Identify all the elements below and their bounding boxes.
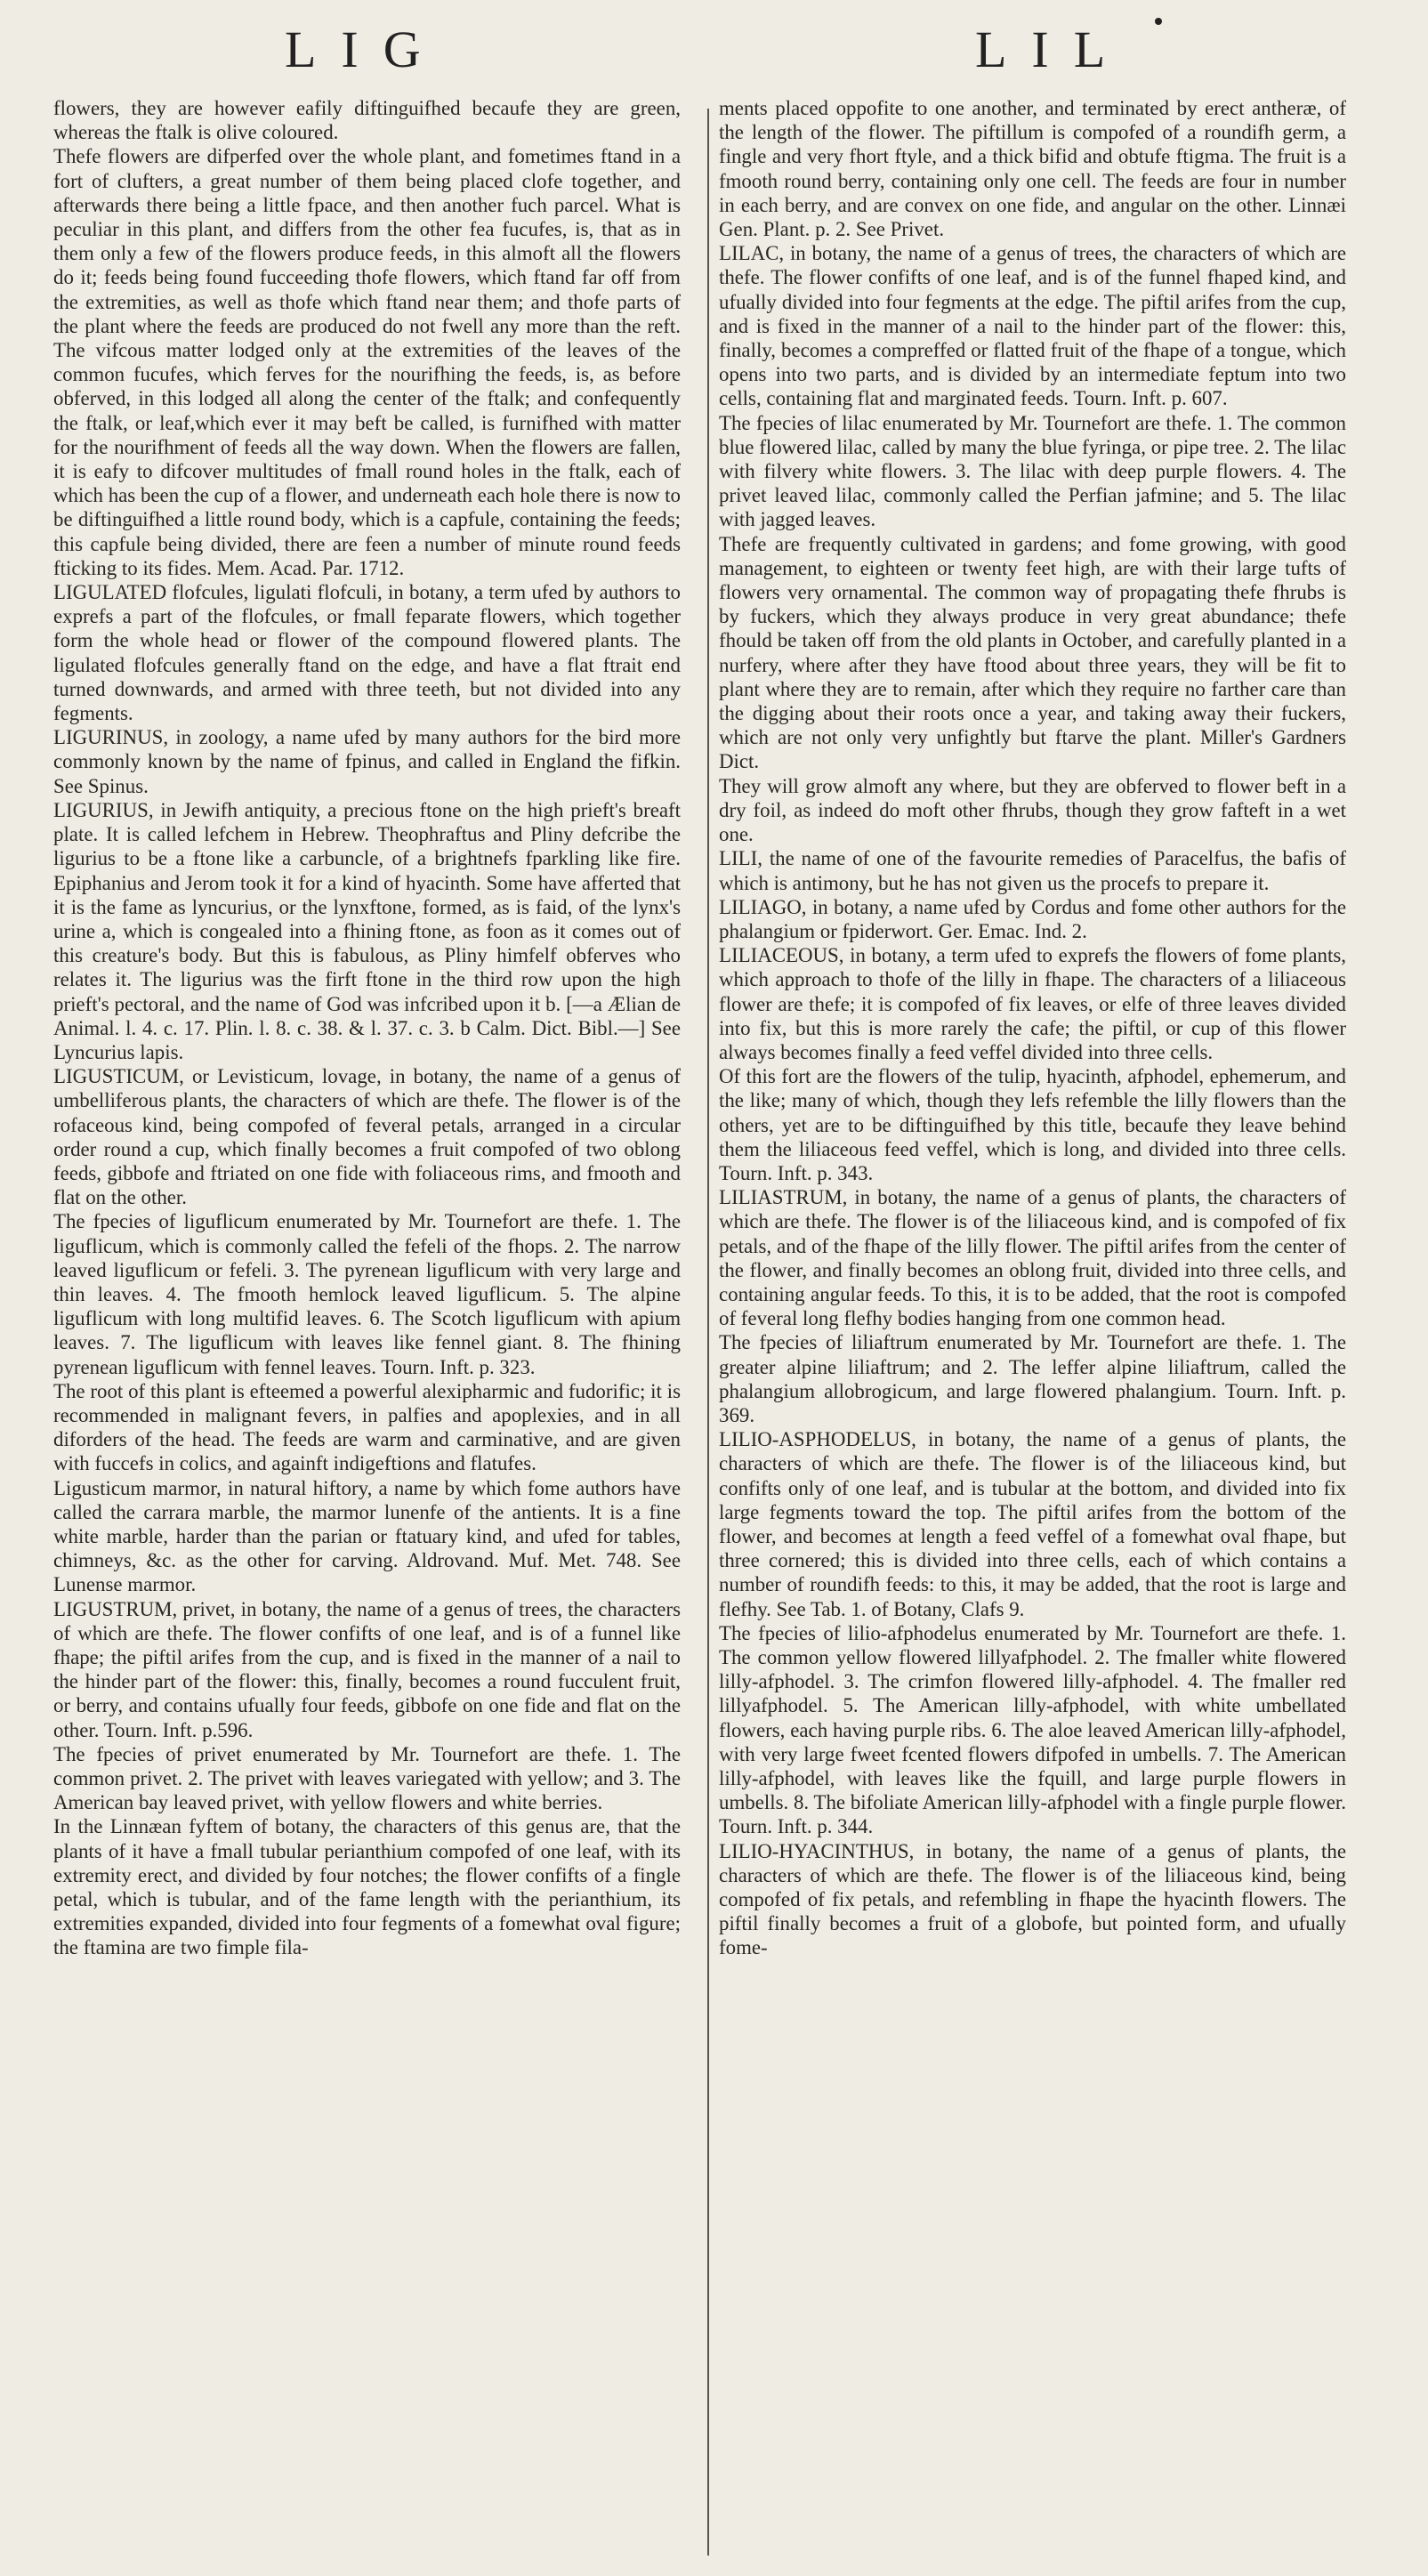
entry-ligusticum: LIGUSTICUM, or Levisticum, lovage, in botany, the name of a genus of umbelliferous plants, the characters of which are thefe. The flower is of the rofaceous kind, being compofed of feveral petals, arranged in a circular order round a cup, which finally becomes a fruit compofed of two oblong feeds, gibbofe and ftriated on one fide with foliaceous rims, and fmooth and flat on the other. [53,1065,681,1209]
entry-lilio-asphodelus: LILIO-ASPHODELUS, in botany, the name of a genus of plants, the characters of which are thefe. The flower is of the liliaceous kind, but confifts only of one leaf, and is tubular at the bottom, and divided into fix large fegments toward the top. The piftil arifes from the bottom of the flower, and becomes at length a feed veffel of a fomewhat oval fhape, but three cornered; this is divided into three cells, each of which contains a number of roundifh feeds: to this, it may be added, that the root is large and flefhy. See Tab. 1. of Botany, Clafs 9. [719,1428,1346,1620]
paragraph: The fpecies of liguflicum enumerated by Mr. Tournefort are thefe. 1. The liguflicum, which is commonly called the fefeli of the fhops. 2. The narrow leaved liguflicum or fefeli. 3. The pyrenean liguflicum with very large and thin leaves. 4. The fmooth hemlock leaved liguflicum. 5. The alpine liguflicum with long multifid leaves. 6. The Scotch liguflicum with apium leaves. 7. The liguflicum with leaves like fennel giant. 8. The fhining pyrenean liguflicum with fennel leaves. Tourn. Inft. p. 323. [53,1210,681,1378]
entry-liliaceous: LILIACEOUS, in botany, a term ufed to exprefs the flowers of fome plants, which approach to thofe of the lilly in fhape. The characters of a liliaceous flower are thefe; it is compofed of fix leaves, or elfe of three leaves divided into fix, but this is more rarely the cafe; the piftil, or cup of this flower always becomes finally a feed veffel divided into three cells. [719,944,1346,1063]
entry-lilio-hyacinthus: LILIO-HYACINTHUS, in botany, the name of a genus of plants, the characters of which are thefe. The flower is of the liliaceous kind, being compofed of fix petals, and refembling in fhape the hyacinth flowers. The piftil finally becomes a fruit of a globofe, but pointed form, and ufually fome- [719,1839,1346,1959]
header-dot [1155,18,1162,25]
entry-lilac: LILAC, in botany, the name of a genus of trees, the characters of which are thefe. The flower confifts of one leaf, and is of the funnel fhaped kind, and ufually divided into four fegments at the edge. The piftil arifes from the cup, and is fixed in the manner of a nail to the hinder part of the flower: this, finally, becomes a compreffed or flatted fruit of the fhape of a tongue, which opens into two parts, and is divided by an intermediate feptum into two cells, containing flat and marginated feeds. Tourn. Inft. p. 607. [719,242,1346,410]
entry-ligustrum: LIGUSTRUM, privet, in botany, the name of a genus of trees, the characters of which are thefe. The flower confifts of one leaf, and is of a funnel like fhape; the piftil arifes from the cup, and is fixed in the manner of a nail to the hinder part of the flower: this, finally, becomes a round fucculent fruit, or berry, and contains ufually four feeds, gibbofe on one fide and flat on the other. Tourn. Inft. p.596. [53,1597,681,1741]
paragraph: Of this fort are the flowers of the tulip, hyacinth, afphodel, ephemerum, and the like; many of which, though they lefs refemble the lilly flowers than the others, yet are to be diftinguifhed by this title, becaufe they leave behind them the liliaceous feed veffel, which is long, and divided into three cells. Tourn. Inft. p. 343. [719,1065,1346,1184]
paragraph: They will grow almoft any where, but they are obferved to flower beft in a dry foil, as indeed do moft other fhrubs, though they grow fafteft in a wet one. [719,774,1346,846]
entry-liliastrum: LILIASTRUM, in botany, the name of a genus of plants, the characters of which are thefe. The flower is of the liliaceous kind, and is compofed of fix petals, and of the fhape of the lilly flower. The piftil arifes from the center of the flower, and finally becomes an oblong fruit, divided into three cells, and containing angular feeds. To this, it is to be added, that the root is compofed of feveral long flefhy bodies hanging from one common head. [719,1186,1346,1330]
paragraph: Thefe flowers are difperfed over the whole plant, and fometimes ftand in a fort of clufters, a great number of them being placed clofe together, and afterwards there being a little fpace, and then another fuch parcel. What is peculiar in this plant, and differs from the other fea fucufes, is, that as in them only a few of the flowers produce feeds, in this almoft all the flowers do it; feeds being found fucceeding thofe flowers, which ftand far off from the extremities, as well as thofe which ftand near them; and thofe parts of the plant where the feeds are produced do not fwell any more than the reft. The vifcous matter lodged only at the extremities of the leaves of the common fucufes, which ferves for the nourifhing the feeds, is, as before obferved, in this lodged all along the center of the ftalk; and confequently the ftalk, or leaf,which ever it may beft be called, is furnifhed with matter for the nourifhment of feeds all the way down. When the flowers are fallen, it is eafy to difcover multitudes of fmall round holes in the ftalk, each of which has been the cup of a flower, and underneath each hole there is now to be diftinguifhed a little round body, which is a capfule, containing the feeds; this capfule being divided, there are feen a number of minute round feeds fticking to its fides. Mem. Acad. Par. 1712. [53,145,681,579]
running-head-left: LIG [285,20,446,78]
right-column [719,96,1346,1960]
entry-ligulated: LIGULATED flofcules, ligulati flofculi, in botany, a term ufed by authors to exprefs a part of the flofcules, or fmall feparate flowers, which together form the whole head or flower of the compound flowered plants. The ligulated flofcules generally ftand on the edge, and have a flat ftrait end turned downwards, and armed with three teeth, but not divided into any fegments. [53,581,681,725]
entry-ligusticum-marmor: Ligusticum marmor, in natural hiftory, a name by which fome authors have called the carrara marble, the marmor lunenfe of the antients. It is a fine white marble, harder than the parian or ftatuary kind, and ufed for tables, chimneys, &c. as the other for carving. Aldrovand. Muf. Met. 748. See Lunense marmor. [53,1476,681,1596]
paragraph: The fpecies of liliaftrum enumerated by Mr. Tournefort are thefe. 1. The greater alpine liliaftrum; and 2. The leffer alpine liliaftrum, called the phalangium allobrogicum, and large flowered phalangium. Tourn. Inft. p. 369. [719,1331,1346,1426]
left-column [53,96,681,1960]
running-head-right: LIL [975,20,1131,78]
paragraph: In the Linnæan fyftem of botany, the characters of this genus are, that the plants of it have a fmall tubular perianthium compofed of one leaf, with its extremity erect, and divided by four notches; the flower confifts of a fingle petal, which is tubular, and of the fame length with the perianthium, its extremities expanded, divided into four fegments of a fomewhat oval figure; the ftamina are two fimple fila- [53,1815,681,1959]
entry-lili: LILI, the name of one of the favourite remedies of Paracelfus, the bafis of which is antimony, but he has not given us the procefs to prepare it. [719,847,1346,894]
entry-ligurius: LIGURIUS, in Jewifh antiquity, a precious ftone on the high prieft's breaft plate. It is called lefchem in Hebrew. Theophraftus and Pliny defcribe the ligurius to be a ftone like a carbuncle, of a brightnefs fparkling like fire. Epiphanius and Jerom took it for a kind of hyacinth. Some have afferted that it is the fame as lyncurius, or the lynxftone, formed, as is faid, of the lynx's urine a, which is congealed into a fhining ftone, as foon as it comes out of this creature's body. But this is fabulous, as Pliny himfelf obferves who relates it. The ligurius was the firft ftone in the third row upon the high prieft's pectoral, and the name of God was infcribed upon it b. [—a Ælian de Animal. l. 4. c. 17. Plin. l. 8. c. 38. & l. 37. c. 3. b Calm. Dict. Bibl.—] See Lyncurius lapis. [53,798,681,1063]
paragraph: The fpecies of privet enumerated by Mr. Tournefort are thefe. 1. The common privet. 2. The privet with leaves variegated with yellow; and 3. The American bay leaved privet, with yellow flowers and white berries. [53,1742,681,1814]
entry-ligurinus: LIGURINUS, in zoology, a name ufed by many authors for the bird more commonly known by the name of fpinus, and called in England the fifkin. See Spinus. [53,726,681,797]
paragraph: The fpecies of lilio-afphodelus enumerated by Mr. Tournefort are thefe. 1. The common yellow flowered lillyafphodel. 2. The fmaller white flowered lilly-afphodel. 3. The crimfon flowered lilly-afphodel. 4. The fmaller red lillyafphodel. 5. The American lilly-afphodel, with white umbellated flowers, each having purple ribs. 6. The aloe leaved American lilly-afphodel, with very large fweet fcented flowers difpofed in umbells. 7. The American lilly-afphodel, with leaves like the fquill, and large purple flowers in umbells. 8. The bifoliate American lilly-afphodel with a fingle purple flower. Tourn. Inft. p. 344. [719,1621,1346,1838]
entry-liliago: LILIAGO, in botany, a name ufed by Cordus and fome other authors for the phalangium or fpiderwort. Ger. Emac. Ind. 2. [719,895,1346,942]
column-divider [707,109,709,2556]
paragraph: The fpecies of lilac enumerated by Mr. Tournefort are thefe. 1. The common blue flowered lilac, called by many the blue fyringa, or pipe tree. 2. The lilac with filvery white flowers. 3. The lilac with deep purple flowers. 4. The privet leaved lilac, commonly called the Perfian jafmine; and 5. The lilac with jagged leaves. [719,411,1346,531]
paragraph: Thefe are frequently cultivated in gardens; and fome growing, with good management, to eighteen or twenty feet high, are with their large tufts of flowers very ornamental. The common way of propagating thefe fhrubs is by fuckers, which they always produce in very great abundance; thefe fhould be taken off from the old plants in October, and carefully planted in a nurfery, where after they have ftood about three years, they will be fit to plant where they are to remain, after which they require no farther care than the digging about their roots once a year, and taking away their fuckers, which are not only very unfightly but ftarve the plant. Miller's Gardners Dict. [719,532,1346,773]
paragraph: flowers, they are however eafily diftinguifhed becaufe they are green, whereas the ftalk is olive coloured. [53,97,681,144]
paragraph: ments placed oppofite to one another, and terminated by erect antheræ, of the length of the flower. The piftillum is compofed of a roundifh germ, a fingle and very fhort ftyle, and a thick bifid and obtufe ftigma. The fruit is a fmooth round berry, containing only one cell. The feeds are four in number in each berry, and are convex on one fide, and angular on the other. Linnæi Gen. Plant. p. 2. See Privet. [719,97,1346,241]
paragraph: The root of this plant is efteemed a powerful alexipharmic and fudorific; it is recommended in malignant fevers, in palfies and apoplexies, and in all diforders of the head. The feeds are warm and carminative, and are given with fuccefs in colics, and againft indigeftions and flatufes. [53,1379,681,1475]
